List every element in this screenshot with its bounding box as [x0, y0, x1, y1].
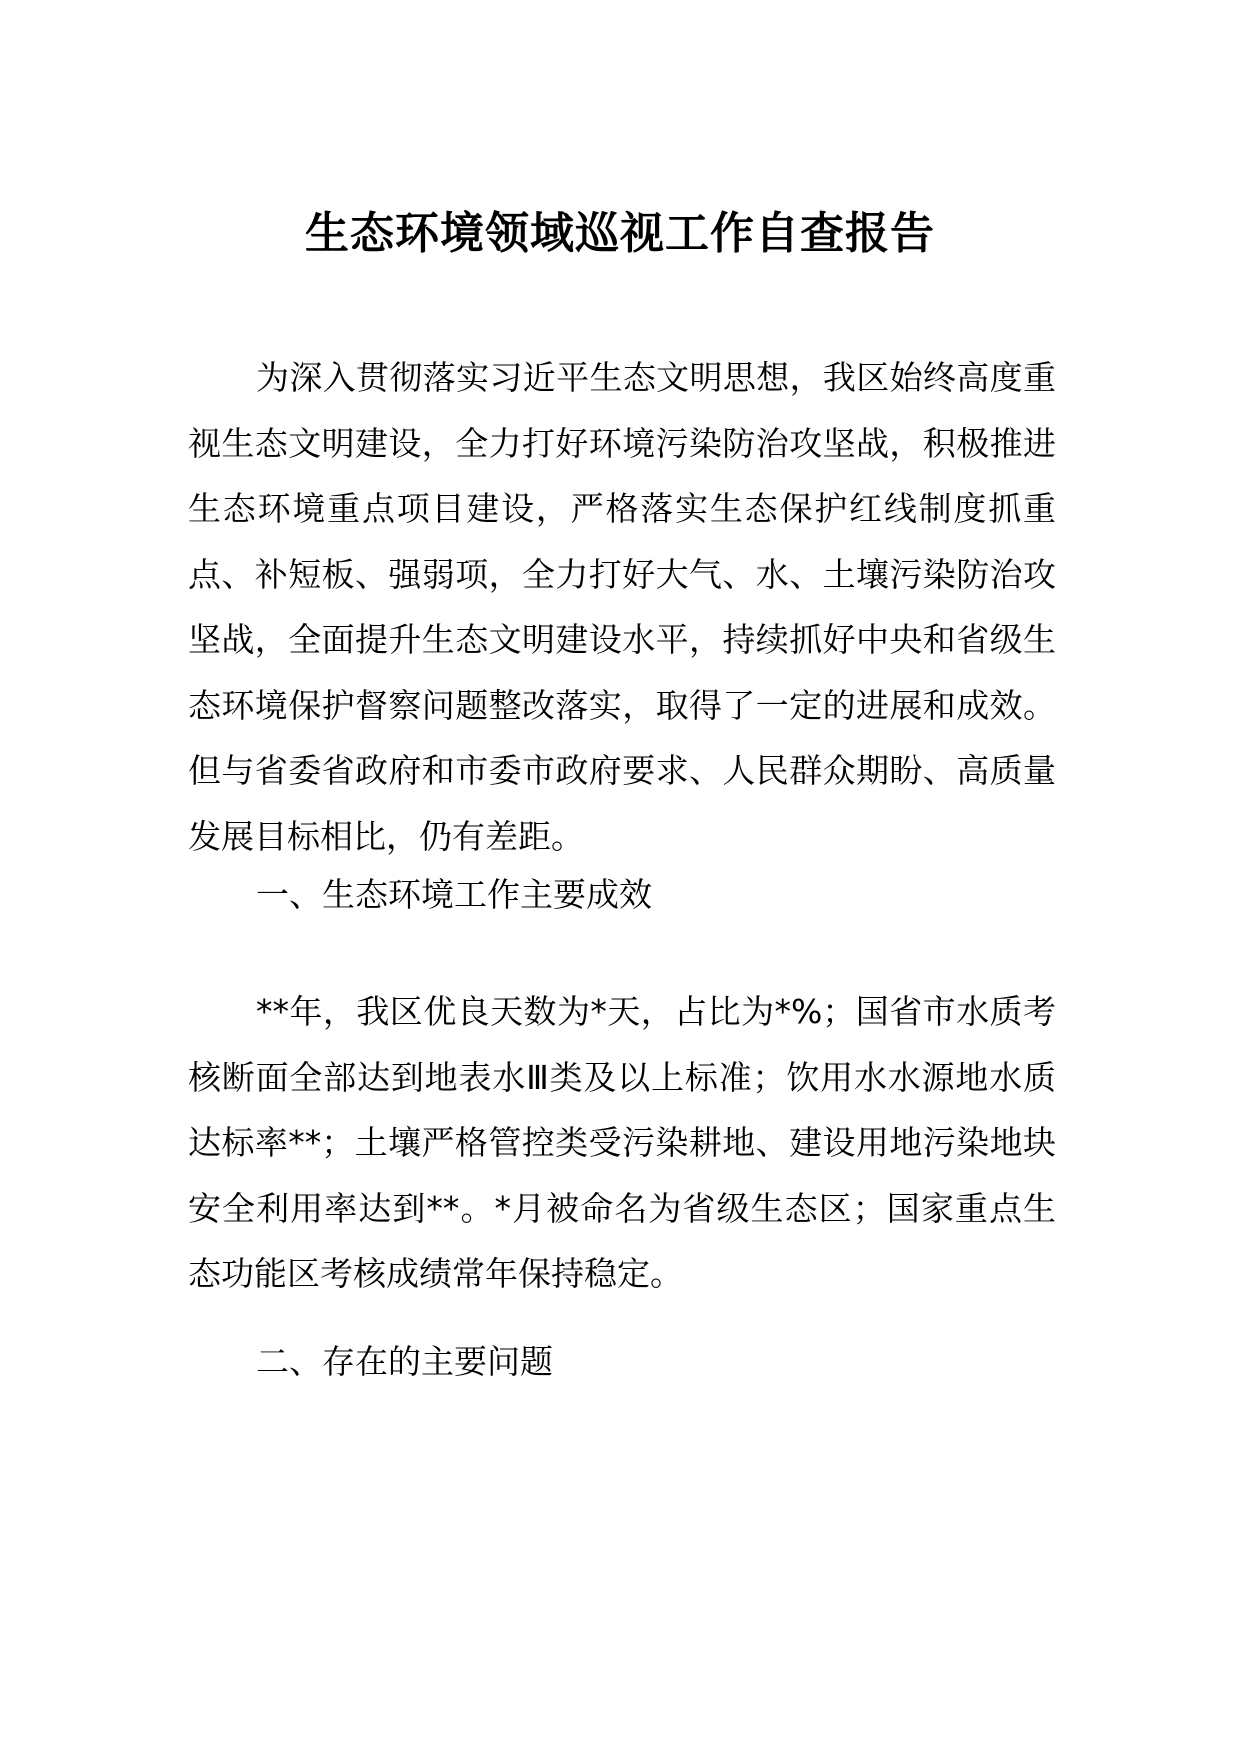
intro-paragraph: 为深入贯彻落实习近平生态文明思想，我区始终高度重视生态文明建设，全力打好环境污染防治攻坚战，积极推进生态环境重点项目建设，严格落实生态保护红线制度抓重点、补短板、强弱项，全力打好大气、水、土壤污染防治攻坚战，全面提升生态文明建设水平，持续抓好中央和省级生态环境保护督察问题整改落实，取得了一定的进展和成效。但与省委省政府和市委市政府要求、人民群众期盼、高质量发展目标相比，仍有差距。: [188, 358, 1056, 856]
section-1-paragraph: **年，我区优良天数为*天，占比为*%；国省市水质考核断面全部达到地表水Ⅲ类及以上标准；饮用水水源地水质达标率**；土壤严格管控类受污染耕地、建设用地污染地块安全利用率达到**。*月被命名为省级生态区；国家重点生态功能区考核成绩常年保持稳定。: [188, 992, 1056, 1293]
section-heading-2: 二、存在的主要问题: [256, 1342, 553, 1381]
document-title: 生态环境领域巡视工作自查报告: [305, 208, 935, 259]
section-heading-1: 一、生态环境工作主要成效: [256, 875, 652, 914]
